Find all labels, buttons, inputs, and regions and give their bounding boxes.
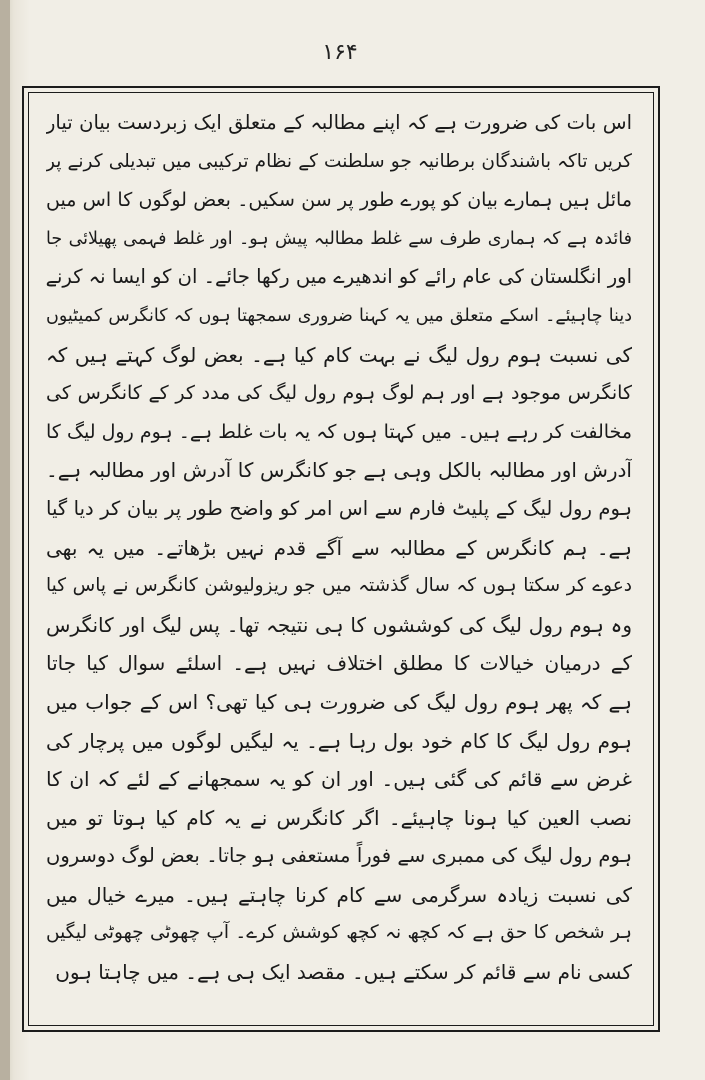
text-line: کسی نام سے قائم کر سکتے ہیں۔ مقصد ایک ہی ہے۔ میں چاہتا ہوں (55, 960, 632, 985)
text-line: ہوم رول لیگ کے پلیٹ فارم سے اس امر کو واضح طور پر بیان کر دیا گیا (46, 496, 632, 520)
text-line: دعوے کر سکتا ہوں کہ سال گذشتہ میں جو ریزولیوشن کانگرس نے پاس کیا (46, 575, 632, 597)
page-number: ۱۶۴ (322, 40, 358, 65)
text-line: آدرش اور مطالبہ بالکل وہی ہے جو کانگرس کا آدرش اور مطالبہ ہے۔ (46, 458, 632, 483)
text-line: کی نسبت زیادہ سرگرمی سے کام کرنا چاہتے ہیں۔ میرے خیال میں (46, 882, 632, 907)
text-line: ہوم رول لیگ کا کام خود بول رہا ہے۔ یہ لیگیں لوگوں میں پرچار کی (46, 728, 632, 753)
body-text (46, 104, 632, 1016)
text-line: ہر شخص کا حق ہے کہ کچھ نہ کچھ کوشش کرے۔ آپ چھوٹی چھوٹی لیگیں (46, 922, 632, 944)
text-line: وہ ہوم رول لیگ کی کوششوں کا ہی نتیجہ تھا۔ پس لیگ اور کانگرس (46, 612, 632, 637)
text-line: ہوم رول لیگ کی ممبری سے فوراً مستعفی ہو جاتا۔ بعض لوگ دوسروں (46, 844, 632, 868)
text-line: ہے کہ پھر ہوم رول لیگ کی ضرورت ہی کیا تھی؟ اس کے جواب میں (46, 689, 632, 714)
text-line: کانگرس موجود ہے اور ہم لوگ ہوم رول لیگ کی مدد کر کے کانگرس کی (46, 382, 632, 405)
text-line: کی نسبت ہوم رول لیگ نے بہت کام کیا ہے۔ بعض لوگ کہتے ہیں کہ (46, 342, 632, 367)
text-line: دینا چاہیئے۔ اسکے متعلق میں یہ کہنا ضروری سمجھتا ہوں کہ کانگرس کمیٹیوں (46, 305, 632, 326)
text-line: اس بات کی ضرورت ہے کہ اپنے مطالبہ کے متعلق ایک زبردست بیان تیار (46, 111, 632, 134)
text-line: نصب العین کیا ہونا چاہیئے۔ اگر کانگرس نے یہ کام کیا ہوتا تو میں (46, 805, 632, 830)
text-line: کے درمیان خیالات کا مطلق اختلاف نہیں ہے۔ اسلئے سوال کیا جاتا (46, 651, 632, 676)
text-line: غرض سے قائم کی گئی ہیں۔ اور ان کو یہ سمجھانے کے لئے کہ ان کا (46, 767, 632, 792)
text-line: مخالفت کر رہے ہیں۔ میں کہتا ہوں کہ یہ بات غلط ہے۔ ہوم رول لیگ کا (46, 420, 632, 443)
text-line: مائل ہیں ہمارے بیان کو پورے طور پر سن سکیں۔ بعض لوگوں کا اس میں (46, 189, 632, 212)
text-line: ہے۔ ہم کانگرس کے مطالبہ سے آگے قدم نہیں بڑھاتے۔ میں یہ بھی (46, 535, 632, 560)
text-line: فائدہ ہے کہ ہماری طرف سے غلط مطالبہ پیش ہو۔ اور غلط فہمی پھیلائی جا (46, 228, 632, 249)
text-line: کریں تاکہ باشندگان برطانیہ جو سلطنت کے نظام ترکیبی میں تبدیلی کرنے پر (46, 150, 632, 172)
text-line: اور انگلستان کی عام رائے کو اندھیرے میں رکھا جائے۔ ان کو ایسا نہ کرنے (46, 265, 632, 289)
book-spine-edge (0, 0, 10, 1080)
